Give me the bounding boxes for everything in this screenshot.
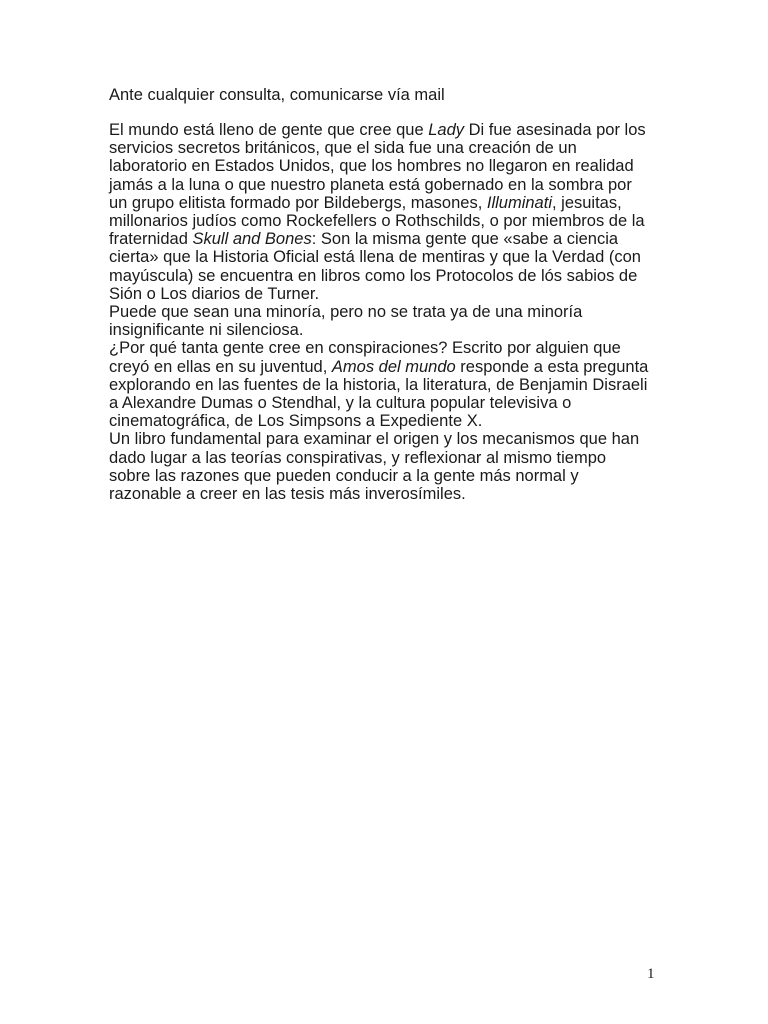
italic-text: Skull and Bones xyxy=(192,230,312,249)
italic-text: Illuminati xyxy=(486,193,552,212)
text-line xyxy=(109,449,669,467)
text-run: a Alexandre Dumas o Stendhal, y la cultura popular televisiva o xyxy=(109,394,572,413)
page-heading: Ante cualquier consulta, comunicarse vía mail xyxy=(109,86,445,104)
text-run: millonarios judíos como Rockefellers o Rothschilds, o por miembros de la xyxy=(109,212,645,231)
paragraph xyxy=(109,303,669,339)
paragraph xyxy=(109,430,669,503)
text-line xyxy=(109,339,669,357)
text-run: sobre las razones que pueden conducir a la gente más normal y xyxy=(109,466,579,485)
text-line xyxy=(109,285,669,303)
text-run: : Son la misma gente que «sabe a ciencia xyxy=(311,230,619,249)
text-line xyxy=(109,412,669,430)
text-run: razonable a creer en las tesis más inverosímiles. xyxy=(109,485,466,504)
text-line xyxy=(109,467,669,485)
text-run: mayúscula) se encuentra en libros como los Protocolos de lós sabios de xyxy=(109,266,638,285)
text-line xyxy=(109,121,669,139)
text-line xyxy=(109,157,669,175)
text-run: creyó en ellas en su juventud, xyxy=(109,357,332,376)
text-line xyxy=(109,176,669,194)
page-number: 1 xyxy=(647,966,655,982)
text-run: dado lugar a las teorías conspirativas, y reflexionar al mismo tiempo xyxy=(109,448,607,467)
text-run: un grupo elitista formado por Bildebergs, masones, xyxy=(109,193,487,212)
text-run: Di fue asesinada por los xyxy=(464,121,646,139)
text-line xyxy=(109,358,669,376)
text-line xyxy=(109,230,669,248)
text-run: servicios secretos británicos, que el sida fue una creación de un xyxy=(109,139,577,158)
text-line xyxy=(109,485,669,503)
text-run: ¿Por qué tanta gente cree en conspiraciones? Escrito por alguien que xyxy=(109,339,621,358)
text-line xyxy=(109,212,669,230)
text-line xyxy=(109,139,669,157)
text-run: Sión o Los diarios de Turner. xyxy=(109,284,320,303)
text-run: Puede que sean una minoría, pero no se trata ya de una minoría xyxy=(109,303,583,322)
text-run: fraternidad xyxy=(109,230,193,249)
text-line xyxy=(109,394,669,412)
text-run: explorando en las fuentes de la historia, la literatura, de Benjamin Disraeli xyxy=(109,375,648,394)
body-text xyxy=(109,121,669,503)
text-run: Un libro fundamental para examinar el origen y los mecanismos que han xyxy=(109,430,640,449)
text-line xyxy=(109,267,669,285)
italic-text: Amos del mundo xyxy=(331,357,456,376)
text-run: jamás a la luna o que nuestro planeta está gobernado en la sombra por xyxy=(109,175,632,194)
text-run: , jesuitas, xyxy=(551,193,622,212)
paragraph xyxy=(109,121,669,303)
italic-text: Lady xyxy=(428,121,465,139)
text-run: insignificante ni silenciosa. xyxy=(109,321,304,340)
paragraph xyxy=(109,339,669,430)
text-run: El mundo está lleno de gente que cree que xyxy=(109,121,429,139)
text-run: cierta» que la Historia Oficial está llena de mentiras y que la Verdad (con xyxy=(109,248,641,267)
text-line xyxy=(109,376,669,394)
text-line xyxy=(109,430,669,448)
text-line xyxy=(109,303,669,321)
text-run: responde a esta pregunta xyxy=(455,357,649,376)
text-run: laboratorio en Estados Unidos, que los hombres no llegaron en realidad xyxy=(109,157,634,176)
text-line xyxy=(109,248,669,266)
text-line xyxy=(109,194,669,212)
text-run: cinematográfica, de Los Simpsons a Expediente X. xyxy=(109,412,483,431)
text-line xyxy=(109,321,669,339)
